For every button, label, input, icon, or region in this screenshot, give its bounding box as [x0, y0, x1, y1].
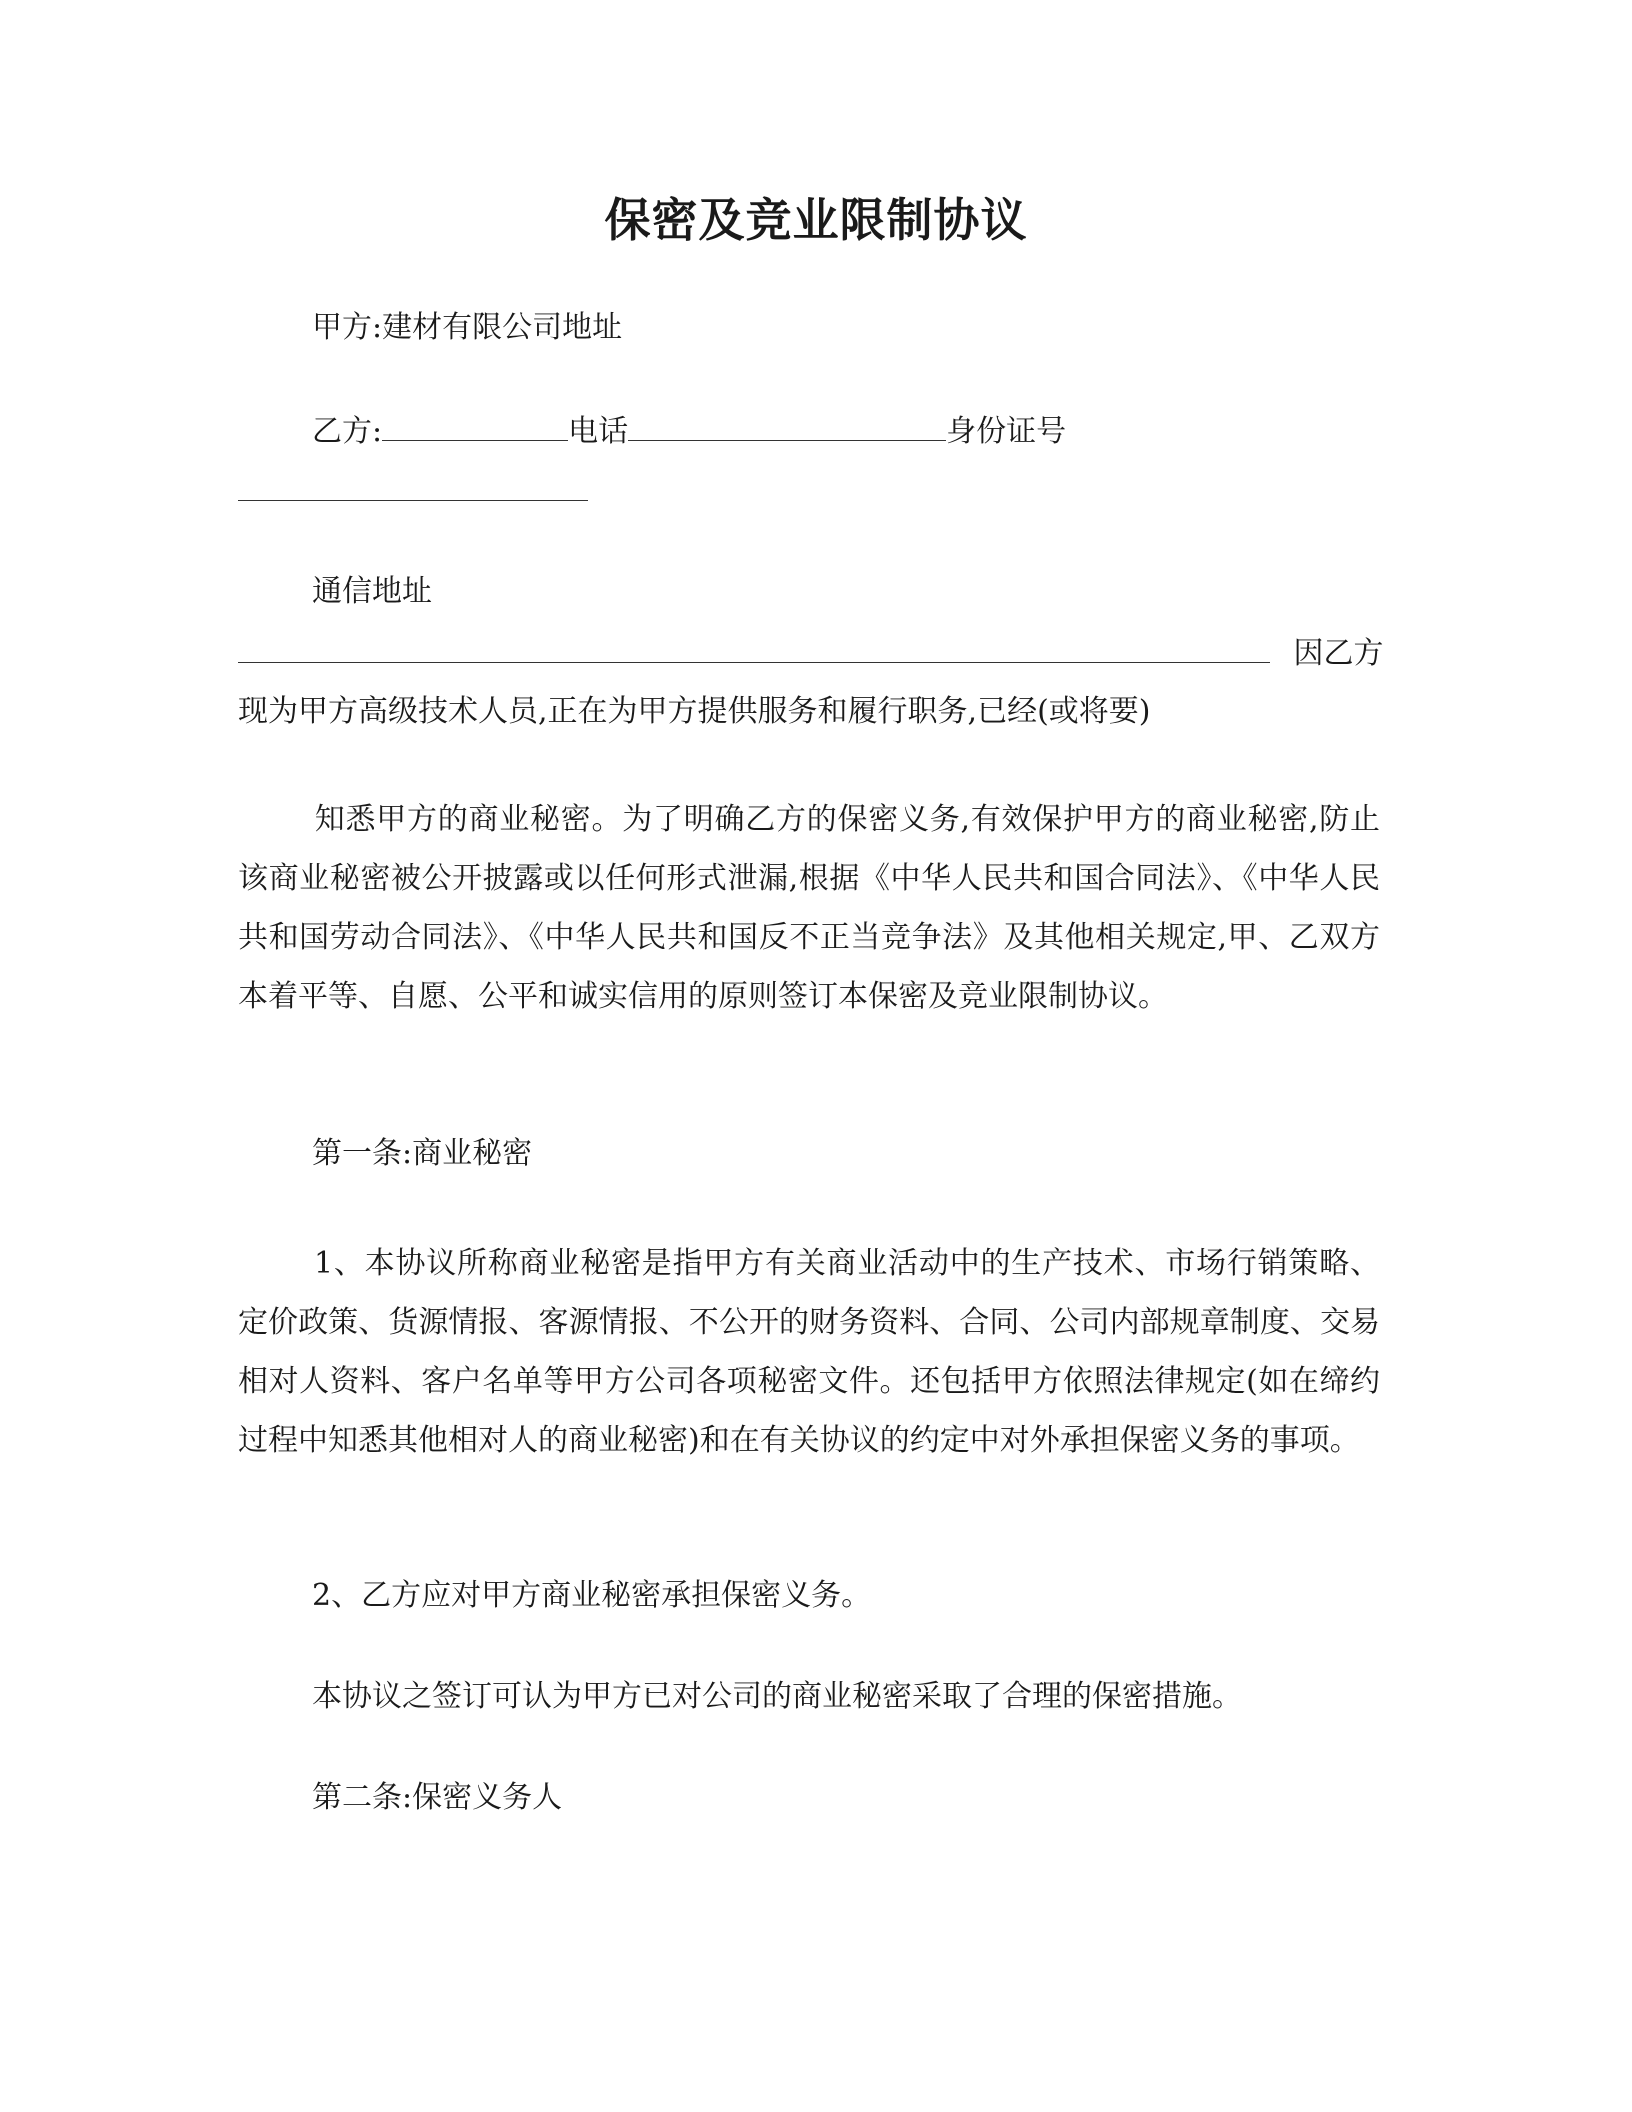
- intro-text: 现为甲方高级技术人员,正在为甲方提供服务和履行职务,已经(或将要): [238, 694, 1151, 729]
- party-b-id-label: 身份证号: [946, 414, 1067, 449]
- party-b-id-blank: [238, 470, 588, 501]
- article1-clause2-line: [312, 1576, 871, 1616]
- party-b-label: 乙方:: [312, 414, 383, 449]
- party-b-phone-blank: [628, 410, 946, 441]
- preamble-paragraph: [238, 790, 1380, 1026]
- address-trailing: 因乙方: [1293, 636, 1384, 671]
- party-b-name-blank: [382, 410, 568, 441]
- address-line: [312, 572, 432, 612]
- article1-heading-line: [312, 1134, 532, 1174]
- article1-note-line: [312, 1677, 1242, 1717]
- article1-clause1: [238, 1234, 1380, 1470]
- party-b-phone-label: 电话: [568, 414, 629, 449]
- article1-note-text: 本协议之签订可认为甲方已对公司的商业秘密采取了合理的保密措施。: [312, 1679, 1242, 1714]
- article2-heading-line: [312, 1778, 562, 1818]
- address-blank-line: [238, 632, 1384, 674]
- article1-heading: 第一条:商业秘密: [312, 1136, 533, 1171]
- address-label: 通信地址: [312, 574, 432, 609]
- intro-line: [238, 692, 1150, 732]
- article1-clause1-text: 1、本协议所称商业秘密是指甲方有关商业活动中的生产技术、市场行销策略、定价政策、货源情报、客源情报、不公开的财务资料、合同、公司内部规章制度、交易相对人资料、客户名单等甲方公司各项秘密文件。还包括甲方依照法律规定(如在缔约过程中知悉其他相对人的商业秘密)和在有关协议的约定中对外承担保密义务的事项。: [238, 1246, 1380, 1458]
- party-a-text: 甲方:建材有限公司地址: [312, 310, 623, 345]
- preamble-text: 知悉甲方的商业秘密。为了明确乙方的保密义务,有效保护甲方的商业秘密,防止该商业秘密被公开披露或以任何形式泄漏,根据《中华人民共和国合同法》、《中华人民共和国劳动合同法》、《中华人民共和国反不正当竞争法》及其他相关规定,甲、乙双方本着平等、自愿、公平和诚实信用的原则签订本保密及竞业限制协议。: [238, 802, 1380, 1014]
- document-title: 保密及竞业限制协议: [604, 193, 1028, 247]
- address-blank: [238, 632, 1270, 663]
- party-b-id-line: [238, 470, 588, 512]
- article1-clause2-text: 2、乙方应对甲方商业秘密承担保密义务。: [312, 1578, 872, 1613]
- party-b-line: [312, 410, 1066, 452]
- party-a-line: [312, 308, 622, 348]
- article2-heading: 第二条:保密义务人: [312, 1780, 563, 1815]
